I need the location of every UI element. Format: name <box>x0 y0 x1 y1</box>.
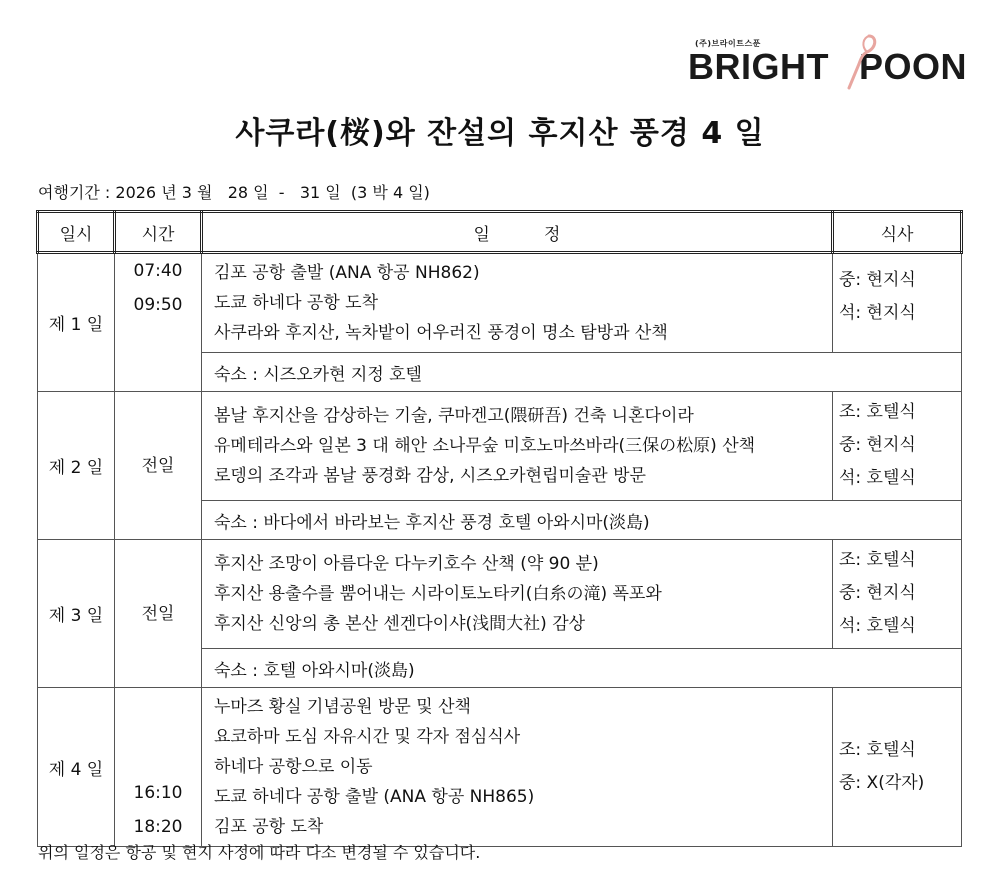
day-label: 제 3 일 <box>38 540 115 688</box>
schedule-line: 사쿠라와 후지산, 녹차밭이 어우러진 풍경이 명소 탐방과 산책 <box>214 323 668 343</box>
table-row <box>38 688 962 847</box>
schedule-line: 요코하마 도심 자유시간 및 각자 점심식사 <box>214 727 521 747</box>
schedule-line: 봄날 후지산을 감상하는 기술, 쿠마겐고(隈研吾) 건축 니혼다이라 <box>214 406 694 426</box>
meal-line: 중: 현지식 <box>839 270 916 290</box>
meal-cell <box>833 540 962 649</box>
time-value: 18:20 <box>133 817 183 837</box>
logo-word-left: BRIGHT <box>688 46 829 87</box>
stay-info: 숙소 : 시즈오카현 지정 호텔 <box>202 353 962 392</box>
day-label: 제 1 일 <box>38 253 115 392</box>
time-cell <box>115 392 202 540</box>
page-title: 사쿠라(桜)와 잔설의 후지산 풍경 4 일 <box>235 116 765 151</box>
meal-line: 중: 현지식 <box>839 583 916 603</box>
schedule-line: 유메테라스와 일본 3 대 해안 소나무숲 미호노마쓰바라(三保の松原) 산책 <box>214 436 756 456</box>
logo-wordmark <box>688 46 967 88</box>
schedule-line: 김포 공항 도착 <box>214 817 324 837</box>
itinerary-table <box>36 210 963 847</box>
schedule-line: 도쿄 하네다 공항 출발 (ANA 항공 NH865) <box>214 787 535 807</box>
schedule-cell <box>202 540 833 649</box>
table-row <box>38 540 962 649</box>
meal-line: 석: 호텔식 <box>839 468 916 488</box>
schedule-line: 하네다 공항으로 이동 <box>214 757 373 777</box>
meal-line: 중: X(각자) <box>839 773 925 793</box>
header-time: 시간 <box>115 212 202 253</box>
meal-line: 석: 호텔식 <box>839 616 916 636</box>
day-label: 제 4 일 <box>38 688 115 847</box>
schedule-line: 로뎅의 조각과 봄날 풍경화 감상, 시즈오카현립미술관 방문 <box>214 466 646 486</box>
schedule-cell <box>202 688 833 847</box>
time-cell <box>115 253 202 392</box>
schedule-line: 후지산 조망이 아름다운 다누키호수 산책 (약 90 분) <box>214 554 599 574</box>
schedule-cell <box>202 392 833 501</box>
table-header-row <box>38 212 962 253</box>
meal-line: 조: 호텔식 <box>839 550 916 570</box>
schedule-line: 누마즈 황실 기념공원 방문 및 산책 <box>214 697 471 717</box>
time-value: 전일 <box>141 455 175 476</box>
time-value: 07:40 <box>133 261 183 281</box>
meal-line: 석: 현지식 <box>839 303 916 323</box>
meal-line: 중: 현지식 <box>839 435 916 455</box>
schedule-line: 후지산 용출수를 뿜어내는 시라이토노타키(白糸の滝) 폭포와 <box>214 584 662 604</box>
schedule-line: 도쿄 하네다 공항 도착 <box>214 293 379 313</box>
meal-line: 조: 호텔식 <box>839 402 916 422</box>
meal-cell <box>833 688 962 847</box>
logo-word-right: POON <box>859 46 968 87</box>
meal-cell <box>833 253 962 353</box>
meal-cell <box>833 392 962 501</box>
travel-period: 여행기간 : 2026 년 3 월 28 일 - 31 일 (3 박 4 일) <box>38 183 430 202</box>
header-schedule: 일 정 <box>202 212 833 253</box>
spoon-icon <box>839 32 879 90</box>
time-value: 16:10 <box>133 783 183 803</box>
time-value: 09:50 <box>133 295 183 315</box>
time-cell <box>115 540 202 688</box>
schedule-line: 김포 공항 출발 (ANA 항공 NH862) <box>214 263 480 283</box>
stay-info: 숙소 : 호텔 아와시마(淡島) <box>202 649 962 688</box>
day-label: 제 2 일 <box>38 392 115 540</box>
header-day: 일시 <box>38 212 115 253</box>
table-row <box>38 392 962 501</box>
logo-company-name: (주)브라이트스푼 <box>695 39 761 48</box>
table-row <box>38 253 962 353</box>
meal-line: 조: 호텔식 <box>839 740 916 760</box>
time-value: 전일 <box>141 603 175 624</box>
schedule-line: 후지산 신앙의 총 본산 센겐다이샤(浅間大社) 감상 <box>214 614 586 634</box>
stay-info: 숙소 : 바다에서 바라보는 후지산 풍경 호텔 아와시마(淡島) <box>202 501 962 540</box>
footnote: 위의 일정은 항공 및 현지 사정에 따라 다소 변경될 수 있습니다. <box>38 843 481 862</box>
brand-logo <box>688 30 968 94</box>
schedule-cell <box>202 253 833 353</box>
header-meal: 식사 <box>833 212 962 253</box>
time-cell <box>115 688 202 847</box>
